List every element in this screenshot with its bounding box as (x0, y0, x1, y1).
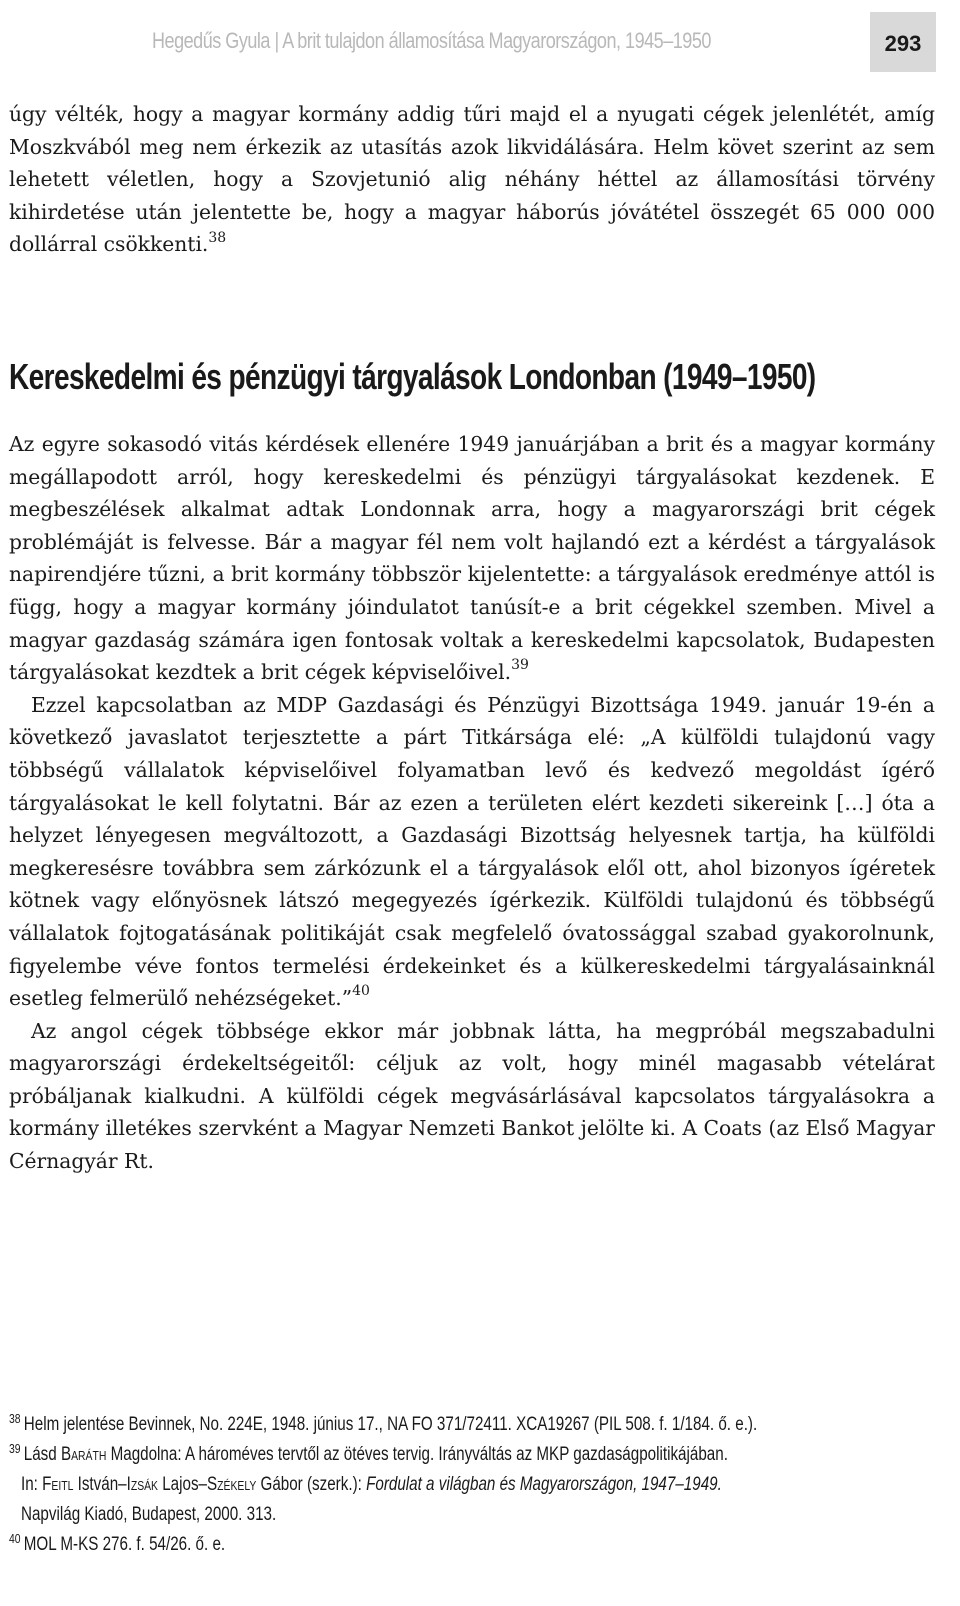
paragraph-text: úgy vélték, hogy a magyar kormány addig tűri majd el a nyugati cégek jelenlétét, amíg Moszkvából meg nem érkezik az utasítás azok likvidálására. Helm követ szerint az sem lehetett véletlen, hogy a Szovjetunió alig néhány héttel az államosítási törvény kihirdetése után jelentette be, hogy a magyar háborús jóvátétel összegét 65 000 000 dollárral csökkenti. (9, 102, 935, 257)
footnote-39 (9, 1440, 944, 1470)
book-title: Fordulat a világban és Magyarországon, 1947–1949. (366, 1474, 722, 1495)
paragraph (9, 98, 935, 261)
body-text-top (9, 98, 935, 261)
paragraph (9, 428, 935, 689)
section-heading: Kereskedelmi és pénzügyi tárgyalások Londonban (1949–1950) (9, 356, 816, 397)
footnote-ref[interactable]: 40 (352, 983, 370, 1000)
footnote-39-continued (9, 1500, 944, 1530)
footnote-ref[interactable]: 38 (208, 229, 227, 246)
paragraph-text: Az angol cégek többsége ekkor már jobbnak látta, ha megpróbál megszabadulni magyarországi érdekeltségeitől: céljuk az volt, hogy minél magasabb vételárat próbáljanak kialkudni. A külföldi cégek megvásárlásával kapcsolatos tárgyalásokra a kormány illetékes szervként a Magyar Nemzeti Bankot jelölte ki. A Coats (az Első Magyar Cérnagyár Rt. (9, 1018, 935, 1174)
editor-name: Izsák (126, 1474, 158, 1495)
footnote-text: Napvilág Kiadó, Budapest, 2000. 313. (21, 1504, 277, 1525)
footnote-38 (9, 1410, 944, 1440)
footnote-text: Gábor (szerk.): (256, 1474, 367, 1495)
footnote-ref[interactable]: 39 (511, 657, 529, 674)
paragraph-text: Ezzel kapcsolatban az MDP Gazdasági és Pénzügyi Bizottsága 1949. január 19-én a következő javaslatot terjesztette a párt Titkársága elé: „A külföldi tulajdonú vagy többségű vállalatok képviselőivel folyamatban levő és kedvező megoldást ígérő tárgyalásokat le kell folytatni. Bár az ezen a területen elért kezdeti sikereink […] óta a helyzet lényegesen megváltozott, a Gazdasági Bizottság helyesnek tartja, ha külföldi megkeresésre továbbra sem zárkózunk el a tárgyalások elől ott, ahol bizonyos ígéretek kötnek vagy előnyösnek látszó megegyezés ígérkezik. Külföldi tulajdonú és többségű vállalatok fojtogatásának politikáját csak megfelelő óvatossággal szabad gyakorolnunk, figyelembe véve fontos termelési érdekeinket és a külkereskedelmi tárgyalásainknál esetleg felmerülő nehézségeket.” (9, 692, 935, 1011)
footnote-text: MOL M-KS 276. f. 54/26. ő. e. (23, 1534, 226, 1555)
footnote-text: Magdolna: A hároméves tervtől az ötéves tervig. Irányváltás az MKP gazdaságpolitikájában. (106, 1444, 728, 1465)
page-number-box (870, 12, 936, 72)
paragraph (9, 1015, 935, 1178)
paragraph-text: Az egyre sokasodó vitás kérdések ellenére 1949 januárjában a brit és a magyar kormány megállapodott arról, hogy kereskedelmi és pénzügyi tárgyalásokat kezdenek. E megbeszélések alkalmat adtak Londonnak arra, hogy a magyarországi brit cégek problémáját is felvesse. Bár a magyar fél nem volt hajlandó ezt a kérdést a tárgyalások napirendjére tűzni, a brit kormány többször kijelentette: a tárgyalások eredménye attól is függ, hogy a magyar kormány jóindulatot tanúsít-e a brit cégekkel szemben. Mivel a magyar gazdaság számára igen fontosak voltak a kereskedelmi kapcsolatok, Budapesten tárgyalásokat kezdtek a brit cégek képviselőivel. (9, 432, 935, 685)
footnote-number: 39 (9, 1440, 21, 1456)
footnote-text: Lajos– (158, 1474, 208, 1495)
running-title: Hegedűs Gyula | A brit tulajdon államosítása Magyarországon, 1945–1950 (152, 28, 711, 53)
paragraph (9, 689, 935, 1015)
footnote-text: Lásd (23, 1444, 61, 1465)
footnote-text: István– (73, 1474, 127, 1495)
footnote-text: In: (21, 1474, 43, 1495)
footnotes (9, 1410, 944, 1560)
body-text-main (9, 428, 935, 1178)
footnote-text: Helm jelentése Bevinnek, No. 224E, 1948. június 17., NA FO 371/72411. XCA19267 (PIL 508. f. 1/184. ő. e.). (23, 1414, 758, 1435)
footnote-number: 40 (9, 1530, 21, 1546)
editor-name: Feitl (42, 1474, 74, 1495)
footnote-40 (9, 1530, 944, 1560)
page-number: 293 (884, 31, 922, 56)
editor-name: Székely (207, 1474, 257, 1495)
author-name: Baráth (60, 1444, 107, 1465)
footnote-39-continued (9, 1470, 944, 1500)
running-header (0, 12, 960, 72)
footnote-number: 38 (9, 1410, 21, 1426)
